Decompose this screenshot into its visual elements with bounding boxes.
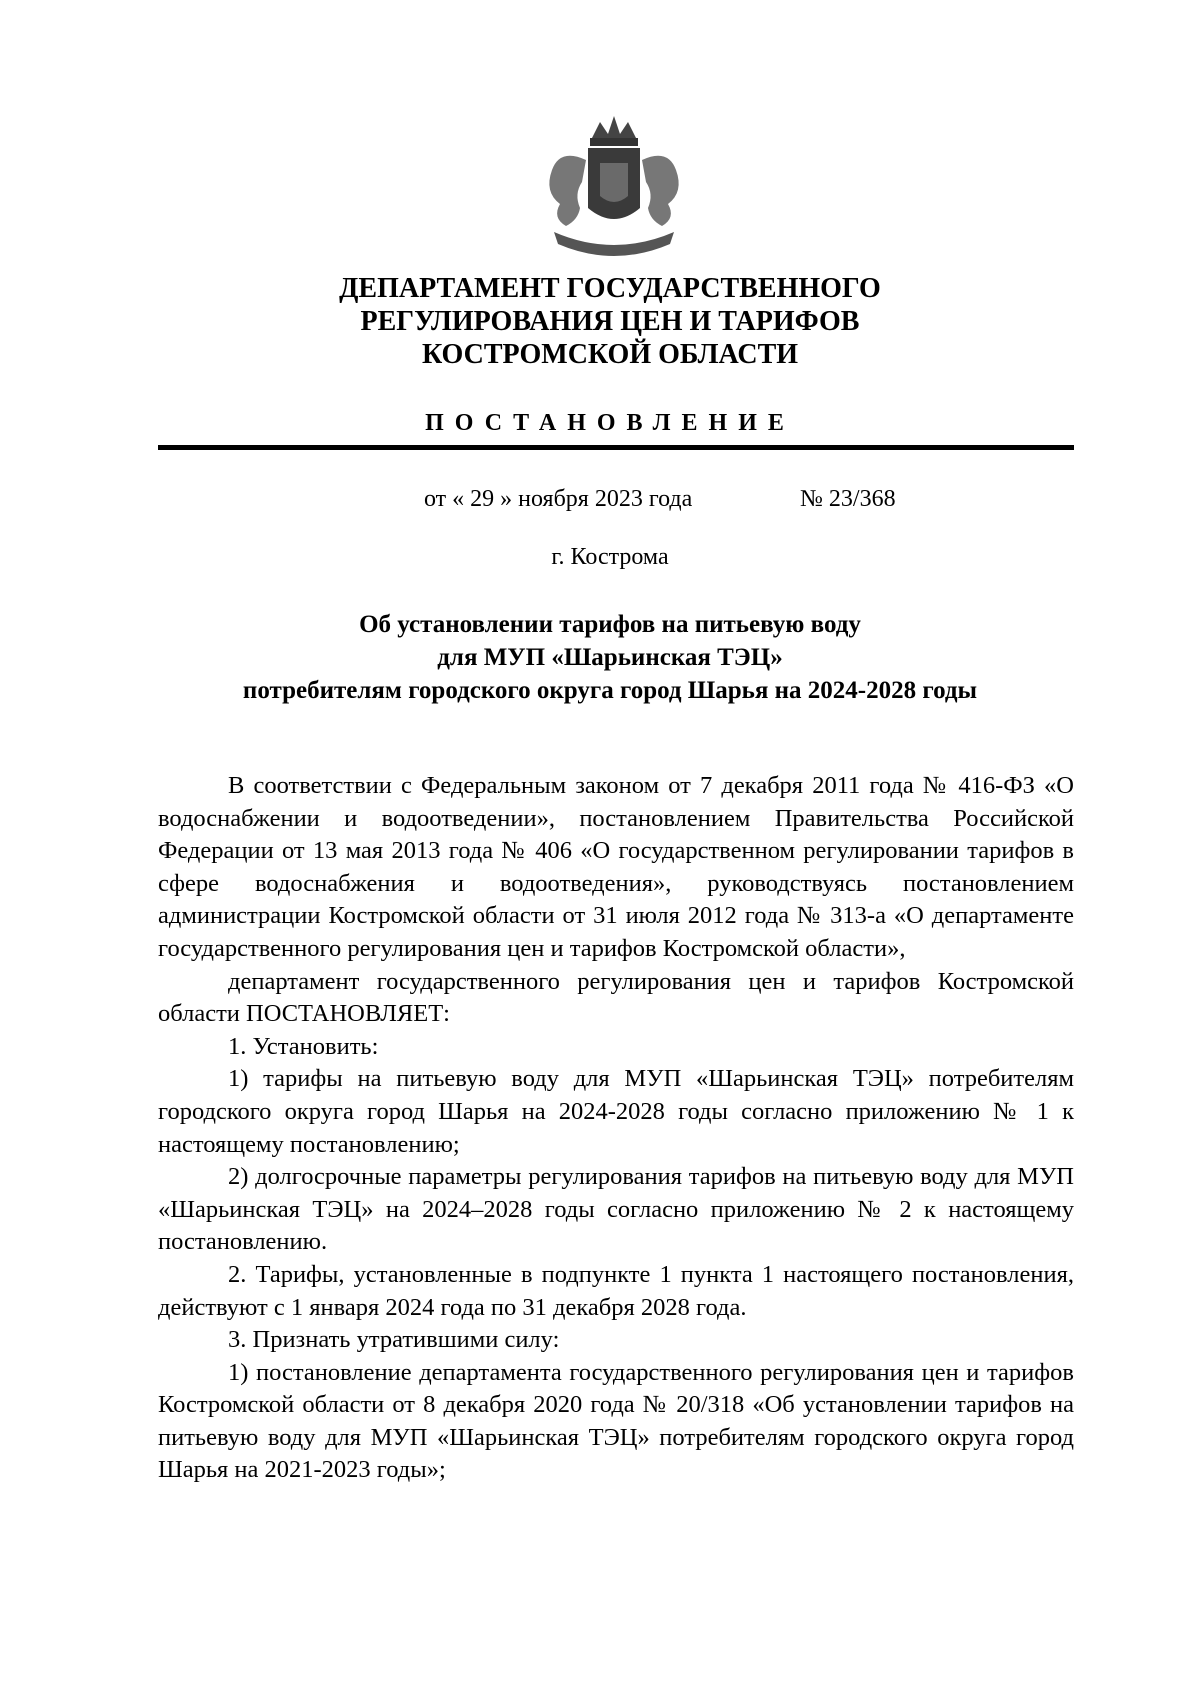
paragraph-item-1-2: 2) долгосрочные параметры регулирования тарифов на питьевую воду для МУП «Шарьинская ТЭЦ» на 2024–2028 годы согласно приложению № 2 к настоящему постановлению. <box>158 1163 1074 1256</box>
title-line-1: Об установлении тарифов на питьевую воду <box>359 611 861 638</box>
paragraph-preamble: В соответствии с Федеральным законом от 7 декабря 2011 года № 416-ФЗ «О водоснабжении и водоотведении», постановлением Правительства Российской Федерации от 13 мая 2013 года № 406 «О государственном регулировании тарифов в сфере водоснабжения и водоотведения», руководствуясь постановлением администрации Костромской области от 31 июля 2012 года № 313-а «О департаменте государственного регулирования цен и тарифов Костромской области», <box>158 772 1074 962</box>
organization-header <box>150 272 1070 371</box>
document-number: № 23/368 <box>800 486 896 512</box>
paragraph-resolves: департамент государственного регулирования цен и тарифов Костромской области ПОСТАНОВЛЯЕТ: <box>158 967 1074 1028</box>
coat-of-arms-icon <box>530 108 698 266</box>
paragraph-item-3: 3. Признать утратившими силу: <box>228 1326 560 1354</box>
document-date: от « 29 » ноября 2023 года <box>424 486 693 512</box>
title-line-2: для МУП «Шарьинская ТЭЦ» <box>437 644 783 671</box>
document-place: г. Кострома <box>551 544 669 570</box>
document-type: ПОСТАНОВЛЕНИЕ <box>425 410 795 436</box>
paragraph-item-1-1: 1) тарифы на питьевую воду для МУП «Шарьинская ТЭЦ» потребителям городского округа город Шарья на 2024-2028 годы согласно приложению № 1 к настоящему постановлению; <box>158 1065 1074 1158</box>
paragraph-item-1: 1. Установить: <box>228 1032 379 1060</box>
paragraph-item-3-1: 1) постановление департамента государственного регулирования цен и тарифов Костромской области от 8 декабря 2020 года № 20/318 «Об установлении тарифов на питьевую воду для МУП «Шарьинская ТЭЦ» потребителям городского округа город Шарья на 2021-2023 годы»; <box>158 1358 1074 1484</box>
document-body <box>158 770 1074 1487</box>
header-divider <box>158 445 1074 450</box>
document-title <box>150 608 1070 707</box>
title-line-3: потребителям городского округа город Шарья на 2024-2028 годы <box>242 677 978 704</box>
header-line-1: ДЕПАРТАМЕНТ ГОСУДАРСТВЕННОГО <box>339 273 881 304</box>
paragraph-item-2: 2. Тарифы, установленные в подпункте 1 пункта 1 настоящего постановления, действуют с 1 января 2024 года по 31 декабря 2028 года. <box>158 1260 1074 1321</box>
header-line-2: РЕГУЛИРОВАНИЯ ЦЕН И ТАРИФОВ <box>360 306 860 337</box>
header-line-3: КОСТРОМСКОЙ ОБЛАСТИ <box>421 339 799 370</box>
